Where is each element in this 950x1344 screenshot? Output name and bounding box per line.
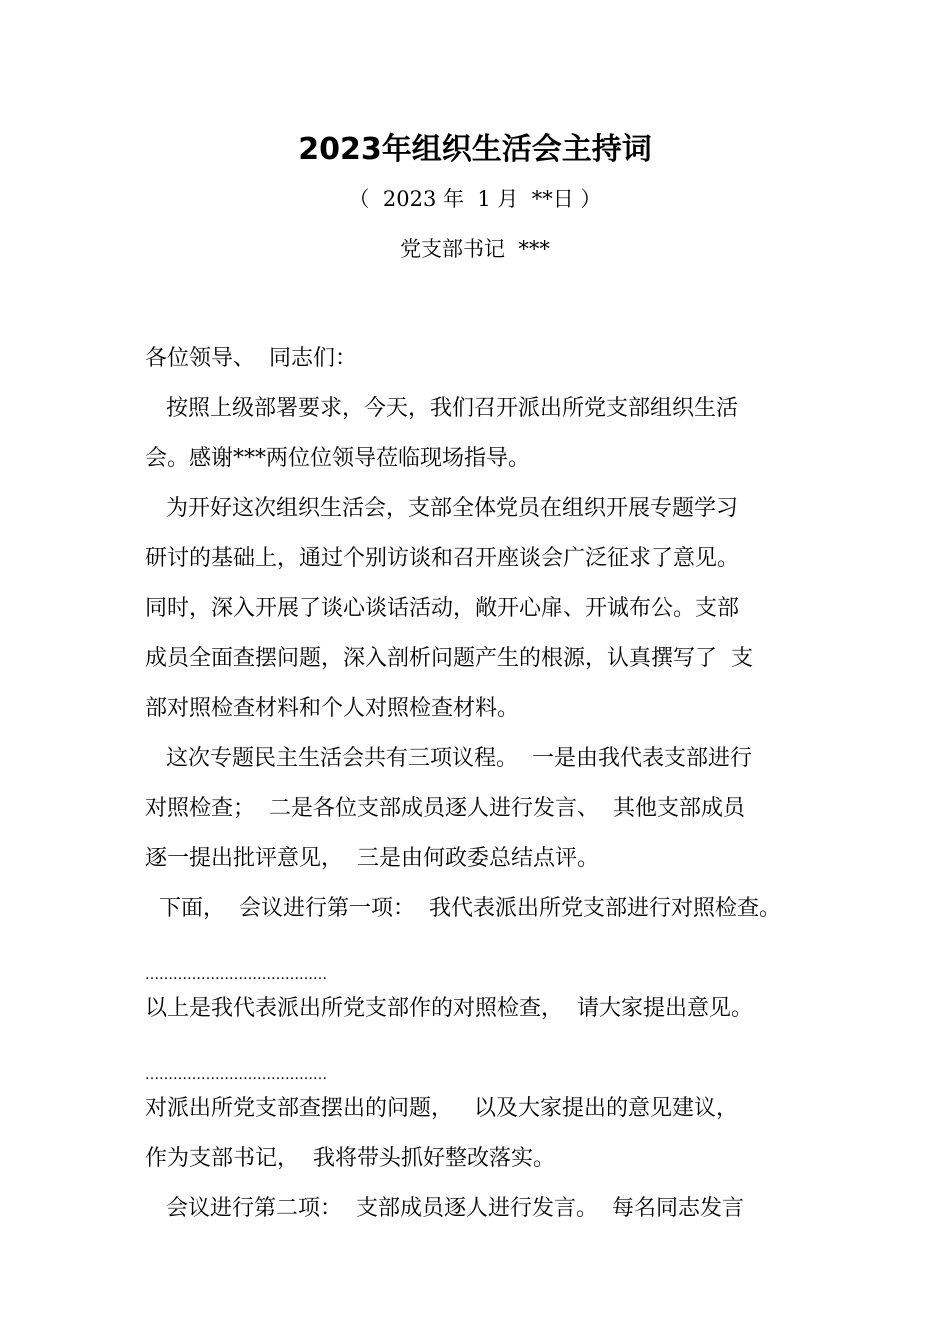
document-date: （ 2023 年 1 月 **日 ）	[348, 187, 602, 211]
paragraph-line: 按照上级部署要求，今天，我们召开派出所党支部组织生活	[145, 396, 738, 421]
document-body	[145, 334, 815, 1234]
paragraph-line: 逐一提出批评意见， 三是由何政委总结点评。	[145, 846, 599, 871]
paragraph-line: 作为支部书记， 我将带头抓好整改落实。	[145, 1146, 555, 1171]
paragraph-line: 对照检查； 二是各位支部成员逐人进行发言、 其他支部成员	[145, 796, 745, 821]
paragraph-line: 对派出所党支部查摆出的问题， 以及大家提出的意见建议，	[145, 1096, 738, 1121]
paragraph-line: 会。感谢***两位位领导莅临现场指导。	[145, 446, 531, 471]
document-title: 2023年组织生活会主持词	[298, 132, 652, 167]
paragraph-line: 为开好这次组织生活会，支部全体党员在组织开展专题学习	[145, 496, 738, 521]
ellipsis-separator	[145, 1034, 815, 1084]
document-author: 党支部书记 ***	[400, 237, 550, 261]
ellipsis-text: …………………………………	[145, 967, 327, 983]
paragraph-line: 会议进行第二项： 支部成员逐人进行发言。 每名同志发言	[145, 1196, 744, 1221]
paragraph-line: 以上是我代表派出所党支部作的对照检查， 请大家提出意见。	[145, 996, 753, 1021]
paragraph-line: 下面， 会议进行第一项： 我代表派出所党支部进行对照检查。	[145, 896, 781, 921]
ellipsis-separator	[145, 934, 815, 984]
paragraph-line: 研讨的基础上，通过个别访谈和召开座谈会广泛征求了意见。	[145, 546, 740, 571]
paragraph-line: 成员全面查摆问题，深入剖析问题产生的根源，认真撰写了 支	[145, 646, 753, 671]
paragraph-line: 同时，深入开展了谈心谈话活动，敞开心扉、开诚布公。支部	[145, 596, 740, 621]
ellipsis-text: …………………………………	[145, 1067, 327, 1083]
paragraph-line: 这次专题民主生活会共有三项议程。 一是由我代表支部进行	[145, 746, 752, 771]
paragraph-line: 部对照检查材料和个人对照检查材料。	[145, 696, 520, 721]
salutation: 各位领导、 同志们：	[145, 346, 357, 371]
